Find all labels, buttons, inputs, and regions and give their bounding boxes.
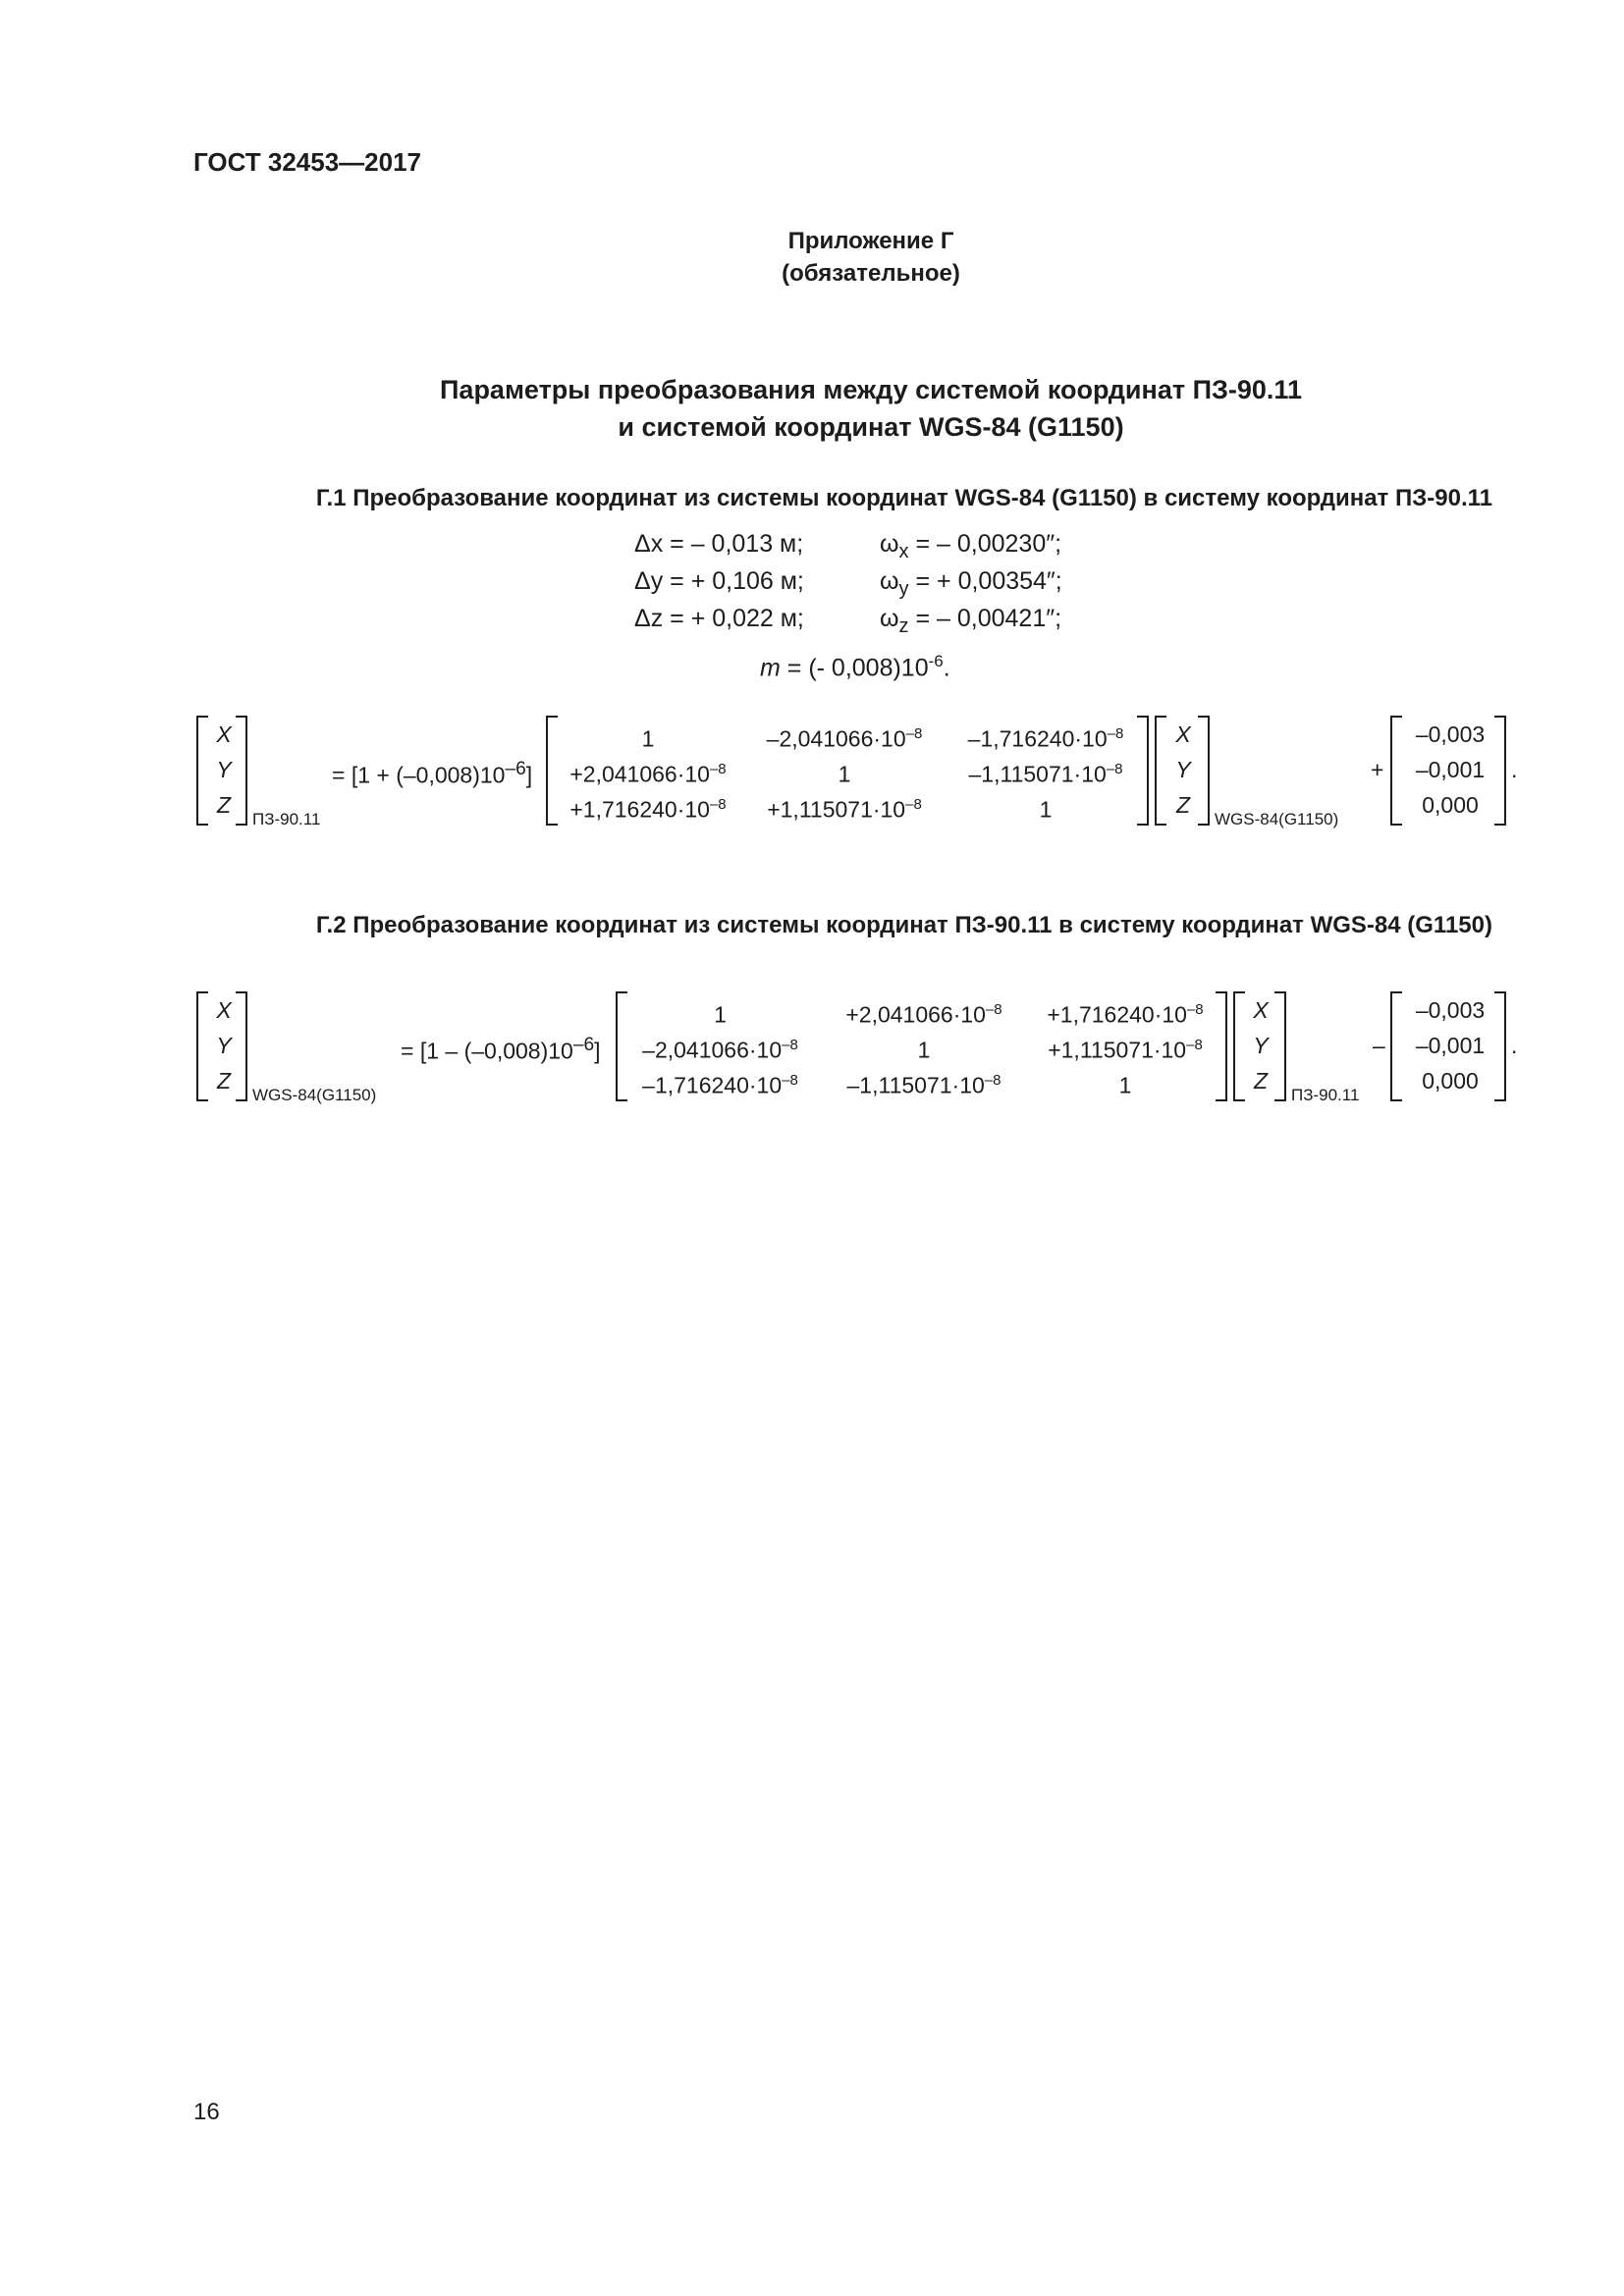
eq1-lhs-x: X xyxy=(216,721,232,747)
annex-title-line-1: Параметры преобразования между системой координат ПЗ-90.11 xyxy=(440,375,1302,404)
eq2-shift-x: –0,003 xyxy=(1415,997,1486,1023)
annex-title-line-2: и системой координат WGS-84 (G1150) xyxy=(618,412,1124,442)
eq2-rhs-z: Z xyxy=(1253,1068,1269,1094)
eq2-rhs-row-z xyxy=(1237,1063,1284,1098)
omega-y-index: y xyxy=(898,578,909,600)
param-dx: Δx = – 0,013 м; xyxy=(634,530,804,558)
eq1-shift-y: –0,001 xyxy=(1415,757,1486,782)
eq1-m32-mantissa: +1,115071·10 xyxy=(767,796,906,823)
eq2-lhs-x: X xyxy=(216,997,232,1023)
eq2-lhs-row-x xyxy=(200,992,247,1028)
eq1-rhs-y: Y xyxy=(1175,757,1191,782)
eq2-m31-mantissa: –1,716240·10 xyxy=(642,1072,783,1098)
section-1-heading: Г.1 Преобразование координат из системы координат WGS-84 (G1150) в систему координат ПЗ-90.11 xyxy=(315,485,1492,511)
param-dy: Δy = + 0,106 м; xyxy=(634,567,804,595)
eq1-m32-exponent: –8 xyxy=(905,796,922,813)
eq1-factor-text: = [1 + (–0,008)10 xyxy=(332,762,506,788)
param-omega-x xyxy=(880,530,1061,563)
eq2-factor-text: = [1 – (–0,008)10 xyxy=(401,1038,573,1064)
scale-m-value: = (- 0,008)10 xyxy=(780,654,929,682)
eq1-factor-exponent: –6 xyxy=(505,759,526,779)
scale-m-exponent: -6 xyxy=(928,652,944,670)
omega-x-value: = – 0,00230″; xyxy=(908,530,1062,558)
eq2-m13-mantissa: +1,716240·10 xyxy=(1047,1001,1187,1028)
omega-z-value: = – 0,00421″; xyxy=(908,605,1062,632)
eq2-m11-mantissa: 1 xyxy=(714,1001,727,1028)
eq2-m33 xyxy=(1022,1063,1228,1103)
eq1-scale-factor xyxy=(332,752,532,787)
scale-m-end: . xyxy=(943,654,950,682)
eq2-m32-mantissa: –1,115071·10 xyxy=(846,1072,985,1098)
eq1-m33 xyxy=(943,787,1149,828)
eq2-end: . xyxy=(1511,1033,1518,1058)
eq1-shift-z: 0,000 xyxy=(1422,792,1479,818)
eq1-rhs-row-z xyxy=(1159,787,1208,823)
eq1-lhs-row-x xyxy=(200,717,247,752)
annex-heading xyxy=(59,225,1624,290)
eq1-m33-mantissa: 1 xyxy=(1039,796,1053,823)
eq2-m31 xyxy=(620,1063,821,1103)
eq2-m32-exponent: –8 xyxy=(984,1072,1001,1089)
eq2-matrix-row-2 xyxy=(620,1028,1228,1063)
eq2-operator: – xyxy=(1373,1033,1385,1058)
eq2-m23-exponent: –8 xyxy=(1186,1037,1203,1053)
eq2-m23-mantissa: +1,115071·10 xyxy=(1048,1037,1187,1063)
eq2-lhs-subscript: WGS-84(G1150) xyxy=(252,1086,377,1104)
eq2-rhs-row-x xyxy=(1237,992,1284,1028)
eq1-operator: + xyxy=(1371,757,1384,782)
eq2-m13 xyxy=(1022,992,1228,1033)
eq2-rhs-row-y xyxy=(1237,1028,1284,1063)
eq2-lhs-y: Y xyxy=(216,1033,232,1058)
eq1-m12 xyxy=(741,717,947,757)
eq1-m11 xyxy=(550,717,746,757)
eq2-matrix-row-1 xyxy=(620,992,1228,1028)
eq2-lhs-row-z xyxy=(200,1063,247,1098)
page-number: 16 xyxy=(193,2099,220,2125)
eq1-shift-x: –0,003 xyxy=(1415,721,1486,747)
eq1-lhs-z: Z xyxy=(216,792,232,818)
param-scale-m xyxy=(760,652,950,682)
param-omega-y xyxy=(880,567,1062,601)
eq1-m13-mantissa: –1,716240·10 xyxy=(967,725,1108,752)
eq2-m12-mantissa: +2,041066·10 xyxy=(845,1001,986,1028)
annex-title xyxy=(59,371,1624,446)
eq1-m13 xyxy=(943,717,1149,757)
eq2-m22 xyxy=(821,1028,1027,1068)
eq2-scale-factor xyxy=(401,1028,601,1063)
eq1-rhs-row-x xyxy=(1159,717,1208,752)
eq1-m12-exponent: –8 xyxy=(905,725,923,742)
eq1-m22 xyxy=(741,752,947,792)
eq1-m13-exponent: –8 xyxy=(1107,725,1124,742)
eq2-shift-row-y xyxy=(1394,1028,1506,1063)
eq1-matrix-row-3 xyxy=(550,787,1149,823)
eq1-m21-mantissa: +2,041066·10 xyxy=(569,761,710,787)
eq1-lhs-subscript: ПЗ-90.11 xyxy=(252,810,321,828)
omega-y-value: = + 0,00354″; xyxy=(908,567,1062,595)
eq1-m12-mantissa: –2,041066·10 xyxy=(766,725,906,752)
eq1-end: . xyxy=(1511,757,1518,782)
omega-z-symbol: ω xyxy=(880,605,899,632)
eq2-lhs-z: Z xyxy=(216,1068,232,1094)
scale-m-symbol: m xyxy=(760,654,781,682)
eq1-m31-exponent: –8 xyxy=(709,796,727,813)
eq1-rhs-subscript: WGS-84(G1150) xyxy=(1215,810,1339,828)
eq1-rhs-row-y xyxy=(1159,752,1208,787)
eq2-m31-exponent: –8 xyxy=(782,1072,798,1089)
eq1-shift-row-y xyxy=(1394,752,1506,787)
eq1-matrix-row-1 xyxy=(550,717,1149,752)
document-code: ГОСТ 32453—2017 xyxy=(193,147,421,177)
eq2-m21-exponent: –8 xyxy=(782,1037,798,1053)
eq2-matrix-row-3 xyxy=(620,1063,1228,1098)
eq2-shift-row-x xyxy=(1394,992,1506,1028)
eq2-m22-mantissa: 1 xyxy=(917,1037,931,1063)
annex-status: (обязательное) xyxy=(782,260,960,287)
eq2-m13-exponent: –8 xyxy=(1186,1001,1204,1018)
eq2-shift-row-z xyxy=(1394,1063,1506,1098)
eq1-factor-end: ] xyxy=(525,762,533,788)
eq2-m21 xyxy=(620,1028,821,1068)
eq2-shift-z: 0,000 xyxy=(1422,1068,1479,1094)
eq1-m31-mantissa: +1,716240·10 xyxy=(569,796,710,823)
eq1-lhs-y: Y xyxy=(216,757,232,782)
eq1-matrix-row-2 xyxy=(550,752,1149,787)
eq1-rhs-z: Z xyxy=(1175,792,1191,818)
annex-label: Приложение Г xyxy=(787,228,954,254)
eq2-rhs-y: Y xyxy=(1253,1033,1269,1058)
eq2-shift-y: –0,001 xyxy=(1415,1033,1486,1058)
eq2-m12-exponent: –8 xyxy=(985,1001,1002,1018)
eq2-factor-exponent: –6 xyxy=(572,1035,595,1055)
param-dz: Δz = + 0,022 м; xyxy=(634,605,804,632)
eq2-m23 xyxy=(1022,1028,1228,1068)
eq1-lhs-row-y xyxy=(200,752,247,787)
eq1-m23-exponent: –8 xyxy=(1106,761,1123,777)
eq1-m22-mantissa: 1 xyxy=(838,761,851,787)
eq1-m21-exponent: –8 xyxy=(709,761,727,777)
eq2-m12 xyxy=(821,992,1027,1033)
eq1-shift-row-x xyxy=(1394,717,1506,752)
eq2-m21-mantissa: –2,041066·10 xyxy=(642,1037,783,1063)
eq2-m32 xyxy=(821,1063,1027,1103)
eq1-m32 xyxy=(741,787,947,828)
eq2-factor-end: ] xyxy=(594,1038,601,1064)
eq1-m31 xyxy=(550,787,746,828)
omega-z-index: z xyxy=(898,615,909,637)
eq1-m23-mantissa: –1,115071·10 xyxy=(968,761,1107,787)
omega-x-symbol: ω xyxy=(880,530,899,558)
eq1-rhs-x: X xyxy=(1175,721,1191,747)
eq1-m21 xyxy=(550,752,746,792)
eq1-m11-mantissa: 1 xyxy=(641,725,655,752)
param-omega-z xyxy=(880,605,1061,638)
omega-x-index: x xyxy=(898,541,909,562)
eq1-shift-row-z xyxy=(1394,787,1506,823)
omega-y-symbol: ω xyxy=(880,567,899,595)
section-2-heading: Г.2 Преобразование координат из системы координат ПЗ-90.11 в систему координат WGS-84 (G1150) xyxy=(315,912,1492,938)
eq2-lhs-row-y xyxy=(200,1028,247,1063)
eq2-m33-mantissa: 1 xyxy=(1118,1072,1132,1098)
eq2-rhs-x: X xyxy=(1253,997,1269,1023)
eq2-rhs-subscript: ПЗ-90.11 xyxy=(1291,1086,1360,1104)
eq2-m11 xyxy=(620,992,821,1033)
eq1-lhs-row-z xyxy=(200,787,247,823)
eq1-m23 xyxy=(943,752,1149,792)
